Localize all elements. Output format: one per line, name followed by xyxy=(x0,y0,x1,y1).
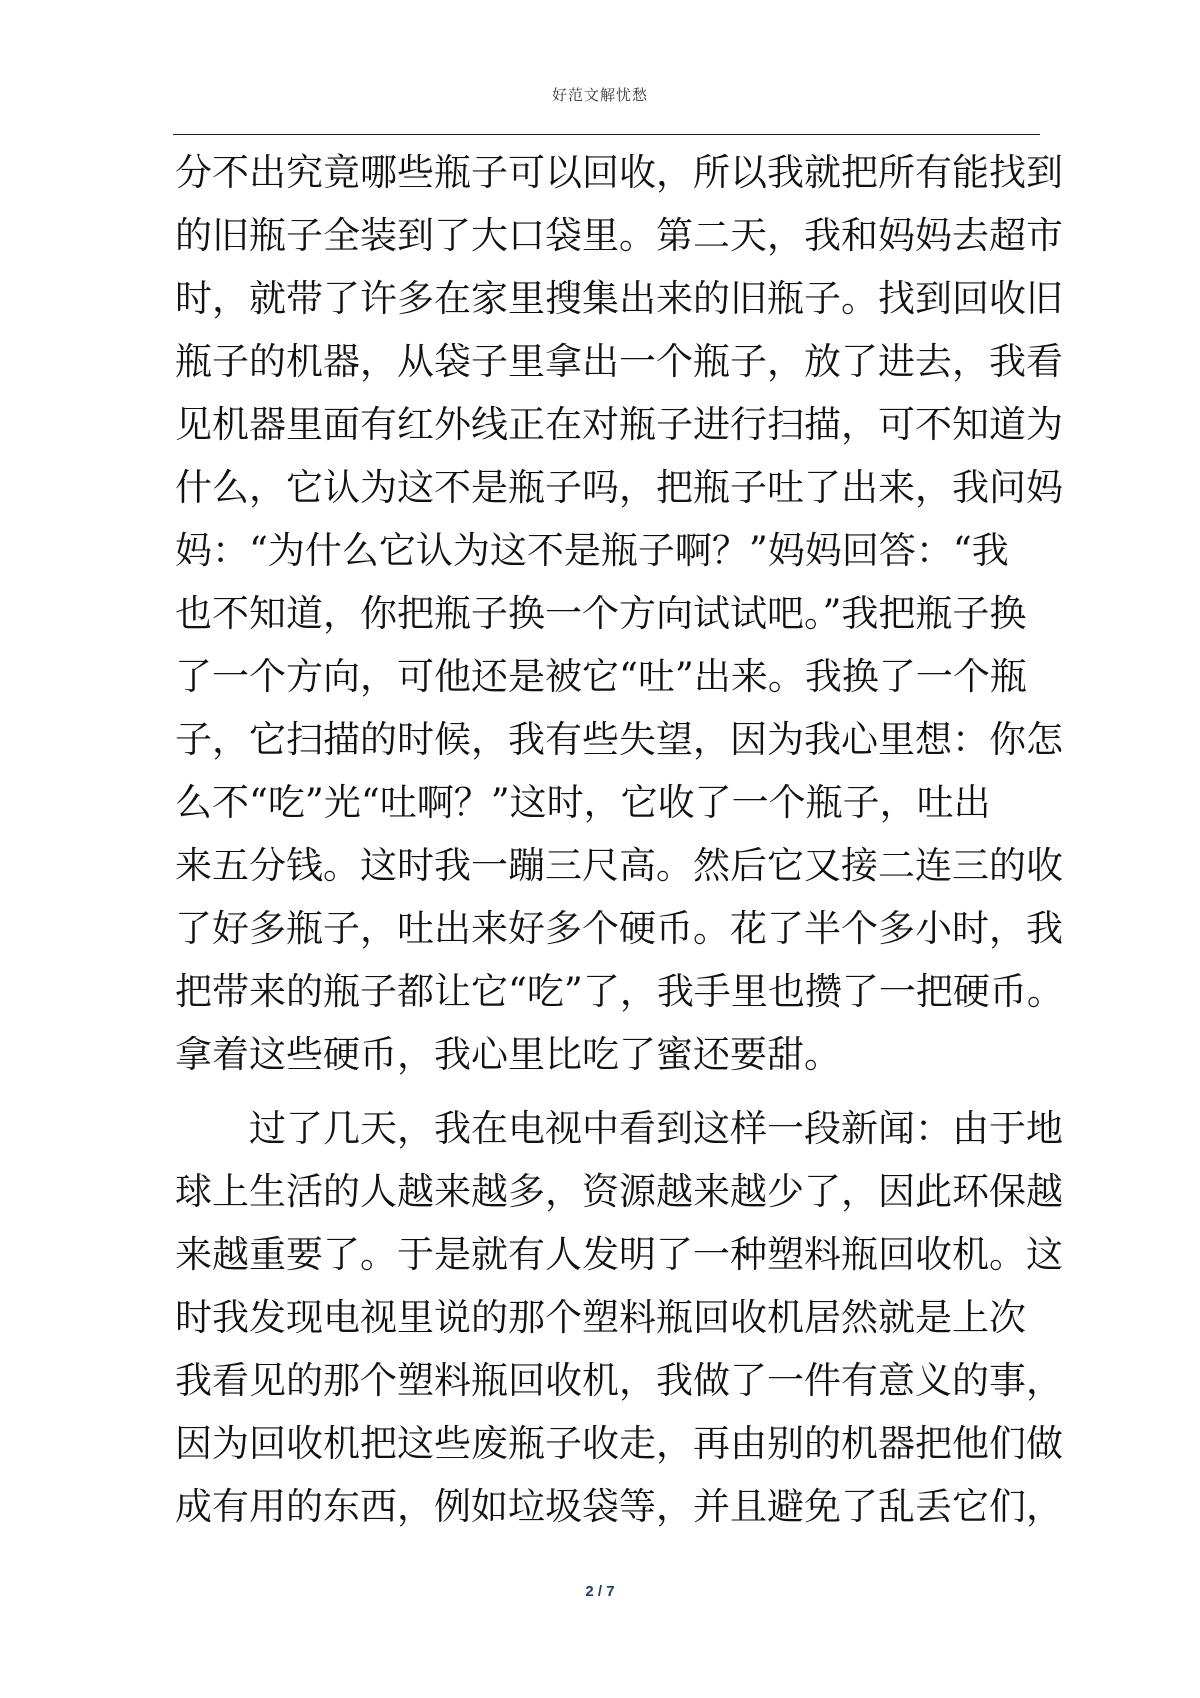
text-line: 成有用的东西，例如垃圾袋等，并且避免了乱丢它们， xyxy=(175,1485,1063,1528)
text-line: 了好多瓶子，吐出来好多个硬币。花了半个多小时，我 xyxy=(175,907,1063,950)
text-line: 因为回收机把这些废瓶子收走，再由别的机器把他们做 xyxy=(175,1422,1063,1465)
text-line: 来五分钱。这时我一蹦三尺高。然后它又接二连三的收 xyxy=(175,844,1063,887)
text-line: 妈：“为什么它认为这不是瓶子啊？”妈妈回答：“我 xyxy=(175,529,1009,572)
text-line: 子，它扫描的时候，我有些失望，因为我心里想：你怎 xyxy=(175,718,1063,761)
text-line: 来越重要了。于是就有人发明了一种塑料瓶回收机。这 xyxy=(175,1233,1063,1276)
text-line: 球上生活的人越来越多，资源越来越少了，因此环保越 xyxy=(175,1170,1063,1213)
paragraph-2 xyxy=(175,1097,1063,1538)
text-line-first: 过了几天，我在电视中看到这样一段新闻：由于地 xyxy=(249,1107,1063,1150)
text-line: 么不“吃”光“吐啊？”这时，它收了一个瓶子，吐出 xyxy=(175,781,991,824)
paragraph-spacing xyxy=(175,1086,1035,1097)
text-line: 分不出究竟哪些瓶子可以回收，所以我就把所有能找到 xyxy=(175,151,1063,194)
text-line: 的旧瓶子全装到了大口袋里。第二天，我和妈妈去超市 xyxy=(175,214,1063,257)
text-line: 时我发现电视里说的那个塑料瓶回收机居然就是上次 xyxy=(175,1296,1026,1339)
text-line: 我看见的那个塑料瓶回收机，我做了一件有意义的事， xyxy=(175,1359,1063,1402)
text-line: 也不知道，你把瓶子换一个方向试试吧。”我把瓶子换 xyxy=(175,592,1027,635)
text-line: 把带来的瓶子都让它“吃”了，我手里也攒了一把硬币。 xyxy=(175,970,1064,1013)
document-body xyxy=(175,141,1064,1538)
text-line: 什么，它认为这不是瓶子吗，把瓶子吐了出来，我问妈 xyxy=(175,466,1063,509)
text-line: 瓶子的机器，从袋子里拿出一个瓶子，放了进去，我看 xyxy=(175,340,1063,383)
text-line: 拿着这些硬币，我心里比吃了蜜还要甜。 xyxy=(175,1033,841,1076)
text-line: 时，就带了许多在家里搜集出来的旧瓶子。找到回收旧 xyxy=(175,277,1063,320)
header-divider xyxy=(173,134,1040,135)
paragraph-1 xyxy=(175,141,1064,1086)
page-header: 好范文解忧愁 xyxy=(551,86,648,104)
page-number: 2 / 7 xyxy=(585,1583,615,1600)
text-line: 了一个方向，可他还是被它“吐”出来。我换了一个瓶 xyxy=(175,655,1027,698)
text-line: 见机器里面有红外线正在对瓶子进行扫描，可不知道为 xyxy=(175,403,1063,446)
